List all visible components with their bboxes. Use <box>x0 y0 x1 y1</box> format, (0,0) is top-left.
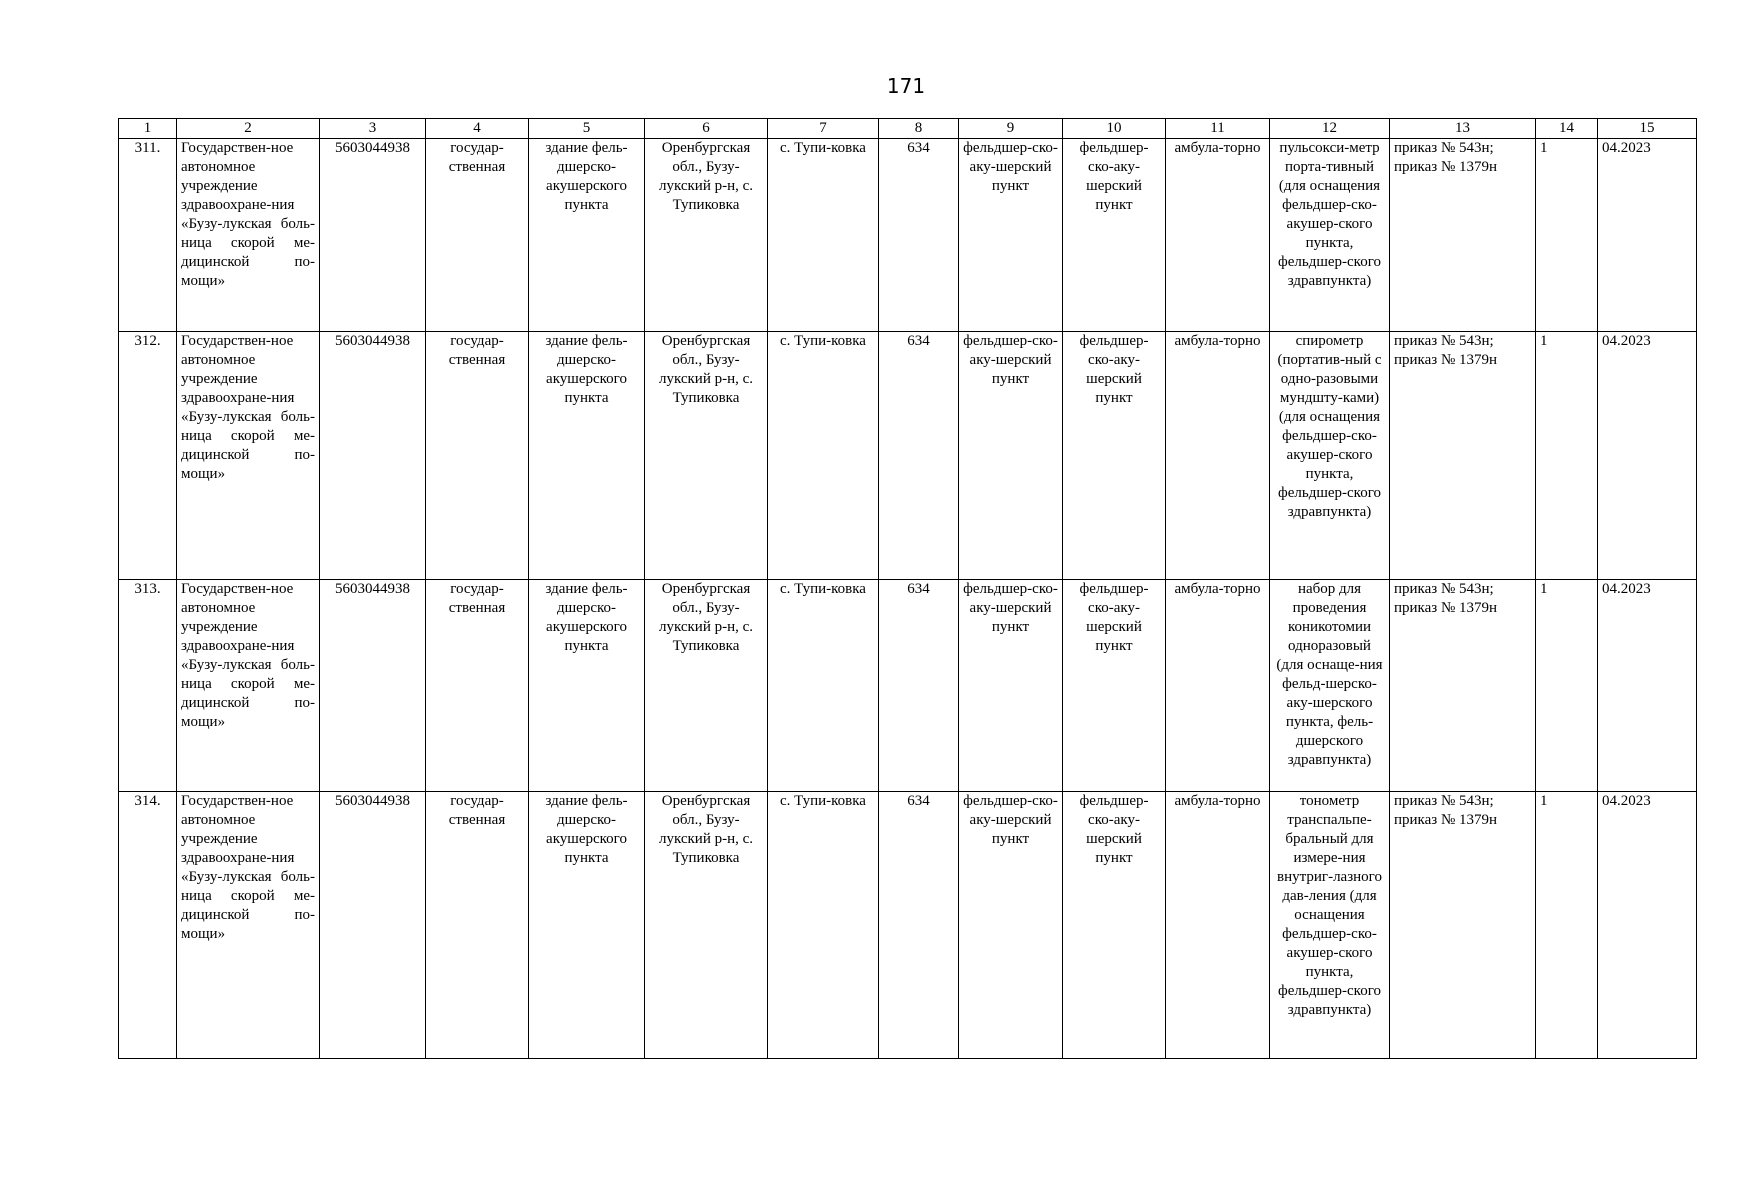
code-cell: 634 <box>879 792 959 1059</box>
quantity-cell: 1 <box>1536 139 1598 332</box>
quantity-cell: 1 <box>1536 792 1598 1059</box>
column-number-row <box>119 119 1697 139</box>
column-header: 11 <box>1166 119 1270 139</box>
code-cell: 634 <box>879 580 959 792</box>
column-header: 15 <box>1598 119 1697 139</box>
unit-name-cell: фельдшер-ско-аку-шерский пункт <box>1063 332 1166 580</box>
equipment-registry-table <box>118 118 1697 1059</box>
address-cell: Оренбургская обл., Бузу-лукский р-н, с. Тупиковка <box>645 580 768 792</box>
column-header: 12 <box>1270 119 1390 139</box>
ownership-cell: государ-ственная <box>426 580 529 792</box>
column-header: 4 <box>426 119 529 139</box>
care-cell: амбула-торно <box>1166 139 1270 332</box>
building-cell: здание фель-дшерско-акушерского пункта <box>529 792 645 1059</box>
column-header: 14 <box>1536 119 1598 139</box>
column-header: 2 <box>177 119 320 139</box>
unit-type-cell: фельдшер-ско-аку-шерский пункт <box>959 580 1063 792</box>
date-cell: 04.2023 <box>1598 580 1697 792</box>
unit-type-cell: фельдшер-ско-аку-шерский пункт <box>959 792 1063 1059</box>
unit-name-cell: фельдшер-ско-аку-шерский пункт <box>1063 792 1166 1059</box>
organization-name: Государствен-ное автономное учреждение здравоохране-ния «Бузу-лукская боль-ница скорой ме-дицинской по-мощи» <box>177 332 320 580</box>
unit-name-cell: фельдшер-ско-аку-шерский пункт <box>1063 580 1166 792</box>
equipment-cell: тонометр транспальпе-бральный для измере-ния внутриг-лазного дав-ления (для оснащения фельдшер-ско-акушер-ского пункта, фельдшер-ского здравпункта) <box>1270 792 1390 1059</box>
equipment-cell: пульсокси-метр порта-тивный (для оснащения фельдшер-ско-акушер-ского пункта, фельдшер-ского здравпункта) <box>1270 139 1390 332</box>
inn-cell: 5603044938 <box>320 332 426 580</box>
inn-cell: 5603044938 <box>320 792 426 1059</box>
column-header: 13 <box>1390 119 1536 139</box>
locality-cell: с. Тупи-ковка <box>768 332 879 580</box>
page-number: 171 <box>886 74 926 98</box>
equipment-cell: спирометр (портатив-ный с одно-разовыми мундшту-ками) (для оснащения фельдшер-ско-акушер-ского пункта, фельдшер-ского здравпункта) <box>1270 332 1390 580</box>
date-cell: 04.2023 <box>1598 139 1697 332</box>
quantity-cell: 1 <box>1536 580 1598 792</box>
table-row <box>119 139 1697 332</box>
column-header: 8 <box>879 119 959 139</box>
order-cell: приказ № 543н; приказ № 1379н <box>1390 792 1536 1059</box>
column-header: 1 <box>119 119 177 139</box>
equipment-cell: набор для проведения коникотомии одноразовый (для оснаще-ния фельд-шерско-аку-шерского пункта, фель-дшерского здравпункта) <box>1270 580 1390 792</box>
table-row <box>119 792 1697 1059</box>
care-cell: амбула-торно <box>1166 580 1270 792</box>
table-row <box>119 580 1697 792</box>
row-number: 314. <box>119 792 177 1059</box>
inn-cell: 5603044938 <box>320 139 426 332</box>
ownership-cell: государ-ственная <box>426 792 529 1059</box>
column-header: 6 <box>645 119 768 139</box>
locality-cell: с. Тупи-ковка <box>768 792 879 1059</box>
building-cell: здание фель-дшерско-акушерского пункта <box>529 139 645 332</box>
care-cell: амбула-торно <box>1166 332 1270 580</box>
row-number: 313. <box>119 580 177 792</box>
care-cell: амбула-торно <box>1166 792 1270 1059</box>
order-cell: приказ № 543н; приказ № 1379н <box>1390 332 1536 580</box>
unit-type-cell: фельдшер-ско-аку-шерский пункт <box>959 332 1063 580</box>
organization-name: Государствен-ное автономное учреждение здравоохране-ния «Бузу-лукская боль-ница скорой ме-дицинской по-мощи» <box>177 139 320 332</box>
date-cell: 04.2023 <box>1598 332 1697 580</box>
organization-name: Государствен-ное автономное учреждение здравоохране-ния «Бузу-лукская боль-ница скорой ме-дицинской по-мощи» <box>177 792 320 1059</box>
ownership-cell: государ-ственная <box>426 139 529 332</box>
unit-type-cell: фельдшер-ско-аку-шерский пункт <box>959 139 1063 332</box>
organization-name: Государствен-ное автономное учреждение здравоохране-ния «Бузу-лукская боль-ница скорой ме-дицинской по-мощи» <box>177 580 320 792</box>
address-cell: Оренбургская обл., Бузу-лукский р-н, с. Тупиковка <box>645 332 768 580</box>
column-header: 10 <box>1063 119 1166 139</box>
code-cell: 634 <box>879 139 959 332</box>
table-row <box>119 332 1697 580</box>
column-header: 7 <box>768 119 879 139</box>
column-header: 3 <box>320 119 426 139</box>
order-cell: приказ № 543н; приказ № 1379н <box>1390 580 1536 792</box>
locality-cell: с. Тупи-ковка <box>768 139 879 332</box>
ownership-cell: государ-ственная <box>426 332 529 580</box>
unit-name-cell: фельдшер-ско-аку-шерский пункт <box>1063 139 1166 332</box>
locality-cell: с. Тупи-ковка <box>768 580 879 792</box>
column-header: 5 <box>529 119 645 139</box>
building-cell: здание фель-дшерско-акушерского пункта <box>529 580 645 792</box>
column-header: 9 <box>959 119 1063 139</box>
address-cell: Оренбургская обл., Бузу-лукский р-н, с. Тупиковка <box>645 139 768 332</box>
row-number: 312. <box>119 332 177 580</box>
order-cell: приказ № 543н; приказ № 1379н <box>1390 139 1536 332</box>
code-cell: 634 <box>879 332 959 580</box>
address-cell: Оренбургская обл., Бузу-лукский р-н, с. Тупиковка <box>645 792 768 1059</box>
inn-cell: 5603044938 <box>320 580 426 792</box>
building-cell: здание фель-дшерско-акушерского пункта <box>529 332 645 580</box>
date-cell: 04.2023 <box>1598 792 1697 1059</box>
row-number: 311. <box>119 139 177 332</box>
quantity-cell: 1 <box>1536 332 1598 580</box>
